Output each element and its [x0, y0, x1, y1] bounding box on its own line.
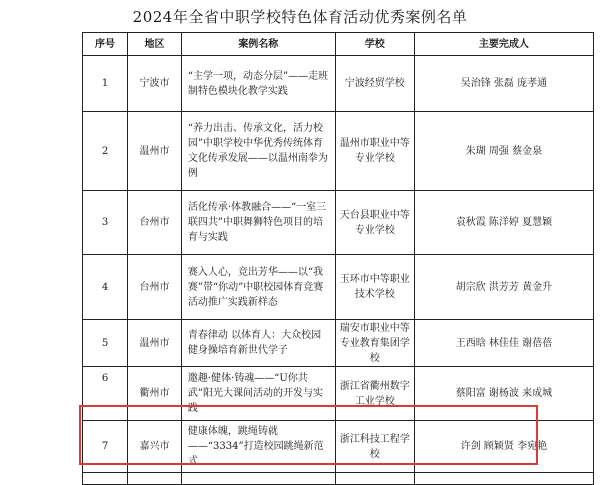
row-people	[414, 473, 593, 485]
row-school: 宁波经贸学校	[335, 56, 414, 112]
row-people: 袁秋霞 陈洋婷 夏慧颖	[414, 191, 593, 255]
row-case: “主学一项，动态分层”——走班制特色模块化教学实践	[181, 56, 335, 112]
row-case: 青春律动 以体育人：大众校园健身操培育新世代学子	[181, 320, 335, 367]
row-no: 1	[83, 56, 128, 112]
row-no: 4	[83, 255, 128, 320]
row-case: 邀趣·健体·铸魂——“U你共武”阳光大课间活动的开发与实践	[181, 367, 335, 421]
row-school: 浙江科技工程学校	[335, 421, 414, 473]
row-no	[83, 473, 128, 485]
row-area: 宁波市	[128, 56, 182, 112]
page-title: 2024年全省中职学校特色体育活动优秀案例名单	[132, 8, 468, 26]
table-row	[83, 421, 594, 473]
row-no: 3	[83, 191, 128, 255]
row-people: 吴治锋 张磊 庞孝通	[414, 56, 593, 112]
case-table	[82, 32, 594, 485]
row-school: 温州市职业中等专业学校	[335, 112, 414, 191]
header-case: 案例名称	[181, 33, 335, 56]
row-school: 天台县职业中等专业学校	[335, 191, 414, 255]
table-row	[83, 255, 594, 320]
table-row	[83, 473, 594, 485]
row-people: 胡宗欣 洪芳芳 黄金升	[414, 255, 593, 320]
row-school: 浙江省衢州数字工业学校	[335, 367, 414, 421]
row-area: 温州市	[128, 112, 182, 191]
row-people: 王西晗 林佳佳 谢蓓蓓	[414, 320, 593, 367]
row-school: 瑞安市职业中等专业教育集团学校	[335, 320, 414, 367]
row-school: 玉环市中等职业技术学校	[335, 255, 414, 320]
row-area: 衢州市	[128, 367, 182, 421]
header-school: 学校	[335, 33, 414, 56]
row-case: 健康体魄，跳绳铸就——“3334”打造校园跳绳新范式	[181, 421, 335, 473]
header-area: 地区	[128, 33, 182, 56]
header-no: 序号	[83, 33, 128, 56]
row-people: 许剑 顾颖贤 李宛艳	[414, 421, 593, 473]
row-no: 7	[83, 421, 128, 473]
row-no: 2	[83, 112, 128, 191]
header-people: 主要完成人	[414, 33, 593, 56]
row-no: 5	[83, 320, 128, 367]
table-row	[83, 112, 594, 191]
row-area: 温州市	[128, 320, 182, 367]
row-people: 朱瑚 周强 蔡金泉	[414, 112, 593, 191]
row-case: 活化传承·体教融合——“一室三联四共”中职舞狮特色项目的培育与实践	[181, 191, 335, 255]
row-area: 台州市	[128, 255, 182, 320]
row-case: 赛入人心，竞出芳华——以“我赛”带“你动”中职校园体育竞赛活动推广实践新样态	[181, 255, 335, 320]
row-area: 嘉兴市	[128, 421, 182, 473]
row-people: 蔡阳富 谢杨波 来成城	[414, 367, 593, 421]
row-school	[335, 473, 414, 485]
table-row	[83, 320, 594, 367]
table-row	[83, 56, 594, 112]
row-area	[128, 473, 182, 485]
row-case: “养力出击、传承文化，活力校园”中职学校中华优秀传统体育文化传承发展——以温州南拳为例	[181, 112, 335, 191]
table-row	[83, 191, 594, 255]
row-no: 6	[83, 367, 128, 421]
row-area: 台州市	[128, 191, 182, 255]
table-header-row	[83, 33, 594, 56]
row-case	[181, 473, 335, 485]
table-row	[83, 367, 594, 421]
